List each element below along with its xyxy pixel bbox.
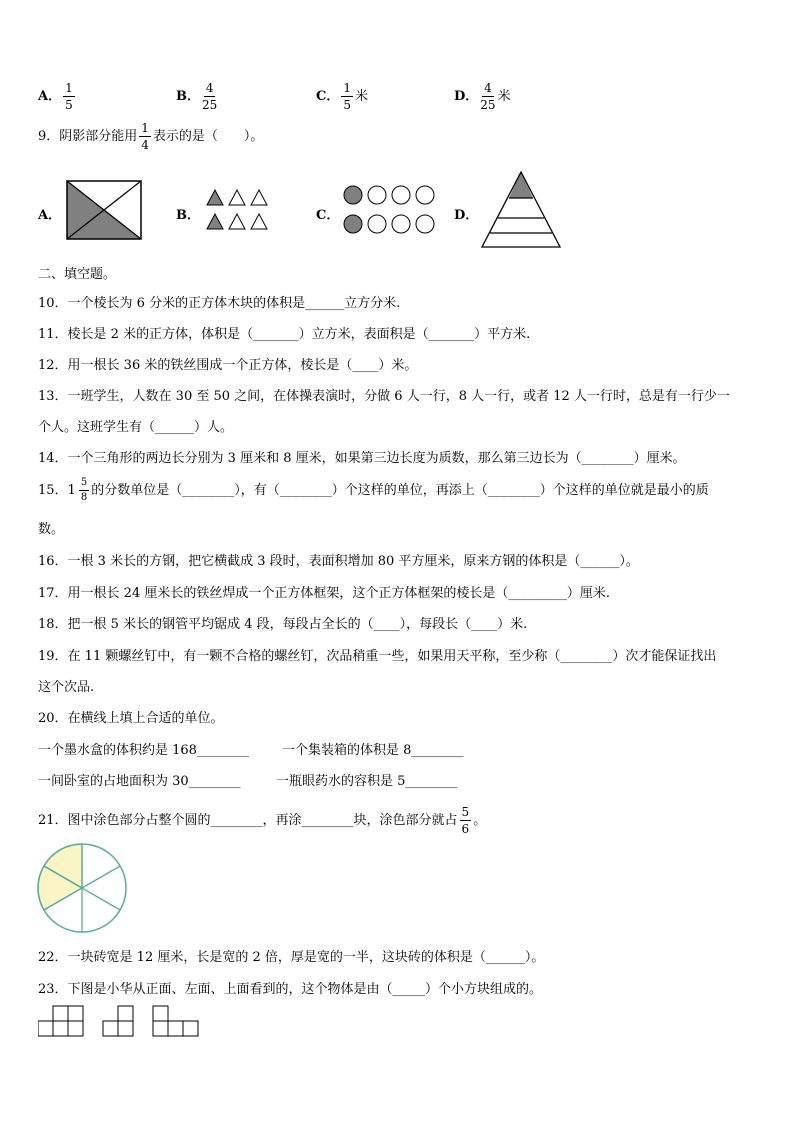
empty-triangle — [229, 190, 245, 205]
option-letter: B． — [176, 89, 200, 104]
q21-suffix: 。 — [473, 813, 487, 828]
q9-option-a-label: A． — [38, 208, 62, 223]
sector-line — [82, 888, 120, 910]
shaded-triangle — [207, 190, 223, 205]
question-16: 16．一根 3 米长的方钢，把它横截成 3 段时，表面积增加 80 平方厘米，原来方钢的体积是（______）。 — [38, 554, 639, 569]
question-14: 14．一个三角形的两边长分别为 3 厘米和 8 厘米，如果第三边长度为质数，那么第三边长为（________）厘米。 — [38, 451, 686, 466]
three-views-figure — [38, 1005, 200, 1037]
option-letter: D． — [454, 89, 479, 104]
q8-option-c — [316, 82, 368, 111]
shaded-circle — [344, 215, 362, 233]
q8-option-b — [176, 82, 219, 111]
section-title: 二、填空题。 — [38, 267, 117, 282]
denominator: 8 — [80, 492, 88, 503]
question-18: 18．把一根 5 米长的钢管平均锯成 4 段，每段占全长的（____），每段长（____）米. — [38, 617, 528, 632]
question-19-line1: 19．在 11 颗螺丝钉中，有一颗不合格的螺丝钉，次品稍重一些，如果用天平称，至少称（________）次才能保证找出 — [38, 649, 717, 664]
q20-item: 一个集装箱的体积是 8________ — [282, 743, 464, 758]
q20-item: 一瓶眼药水的容积是 5________ — [276, 774, 458, 789]
q9-option-d-label: D． — [454, 208, 479, 223]
question-9 — [38, 122, 263, 151]
q9-suffix: 表示的是（ ）。 — [152, 129, 264, 144]
numerator: 4 — [205, 81, 214, 95]
q9-option-b-label: B． — [176, 208, 200, 223]
q8-option-d — [454, 82, 511, 111]
numerator: 5 — [79, 478, 89, 491]
question-11: 11．棱长是 2 米的正方体，体积是（_______）立方米，表面积是（_______）平方米. — [38, 327, 531, 342]
fraction — [460, 806, 472, 835]
question-12: 12．用一根长 36 米的铁丝围成一个正方体，棱长是（____）米。 — [38, 358, 418, 373]
sector-line — [82, 866, 120, 888]
empty-triangle — [229, 214, 245, 229]
pie-circle-figure — [36, 842, 128, 934]
empty-circle — [368, 215, 386, 233]
question-22: 22．一块砖宽是 12 厘米，长是宽的 2 倍，厚是宽的一半，这块砖的体积是（______）。 — [38, 950, 545, 965]
shaded-triangle — [207, 214, 223, 229]
denominator: 5 — [65, 98, 73, 112]
q21-prefix: 21．图中涂色部分占整个圆的________，再涂________块，涂色部分就占 — [38, 813, 458, 828]
top-view — [153, 1006, 198, 1036]
circles-figure — [342, 183, 438, 237]
denominator: 6 — [461, 822, 470, 836]
unit: 米 — [355, 89, 369, 104]
q8-option-a — [38, 82, 77, 111]
question-17: 17．用一根长 24 厘米长的铁丝焊成一个正方体框架，这个正方体框架的棱长是（_________）厘米. — [38, 586, 610, 601]
empty-triangle — [251, 214, 267, 229]
denominator: 25 — [202, 98, 218, 112]
q20-item: 一个墨水盒的体积约是 168________ — [38, 743, 249, 758]
empty-circle — [392, 186, 410, 204]
denominator: 25 — [480, 98, 496, 112]
left-view — [103, 1006, 133, 1036]
question-15-line2: 数。 — [38, 522, 65, 537]
denominator: 4 — [141, 138, 149, 152]
fraction — [341, 82, 353, 111]
option-letter: C． — [316, 89, 340, 104]
question-21 — [38, 806, 486, 835]
fraction — [139, 122, 151, 151]
empty-circle — [416, 215, 434, 233]
whole-part: 1 — [67, 483, 76, 498]
shaded-top-section — [509, 172, 533, 198]
empty-triangle — [251, 190, 267, 205]
unit: 米 — [497, 89, 511, 104]
question-10: 10．一个棱长为 6 分米的正方体木块的体积是______立方分米. — [38, 296, 401, 311]
fraction — [79, 478, 89, 503]
q20-item: 一间卧室的占地面积为 30________ — [38, 774, 241, 789]
empty-circle — [368, 186, 386, 204]
fraction — [63, 82, 75, 111]
mixed-number — [68, 478, 92, 503]
question-19-line2: 这个次品. — [38, 680, 95, 695]
empty-circle — [392, 215, 410, 233]
numerator: 1 — [141, 121, 149, 135]
q15-prefix: 15． — [38, 483, 68, 498]
numerator: 4 — [484, 81, 492, 95]
numerator: 1 — [65, 81, 73, 95]
square-with-diagonals-figure — [66, 180, 142, 240]
question-15 — [38, 478, 709, 503]
q9-option-c-label: C． — [316, 208, 340, 223]
question-13-line2: 个人。这班学生有（______）人。 — [38, 420, 234, 435]
question-13-line1: 13．一班学生，人数在 30 至 50 之间，在体操表演时，分做 6 人一行，8 人一行，或者 12 人一行时，总是有一行少一 — [38, 389, 730, 404]
fraction — [480, 82, 495, 111]
front-view — [38, 1006, 83, 1036]
option-letter: A． — [38, 89, 62, 104]
shaded-circle — [344, 186, 362, 204]
layered-triangle-figure — [480, 170, 562, 250]
q15-suffix: 的分数单位是（________），有（________）个这样的单位，再添上（________）个这样的单位就是最小的质 — [91, 483, 709, 498]
q9-prefix: 9．阴影部分能用 — [38, 129, 138, 144]
question-20-title: 20．在横线上填上合适的单位。 — [38, 711, 224, 726]
question-23: 23．下图是小华从正面、左面、上面看到的，这个物体是由（_____）个小方块组成的。 — [38, 982, 543, 997]
empty-circle — [416, 186, 434, 204]
fraction — [202, 82, 217, 111]
numerator: 1 — [343, 81, 351, 95]
triangles-figure — [204, 188, 272, 232]
denominator: 5 — [343, 98, 351, 112]
numerator: 5 — [461, 805, 470, 819]
